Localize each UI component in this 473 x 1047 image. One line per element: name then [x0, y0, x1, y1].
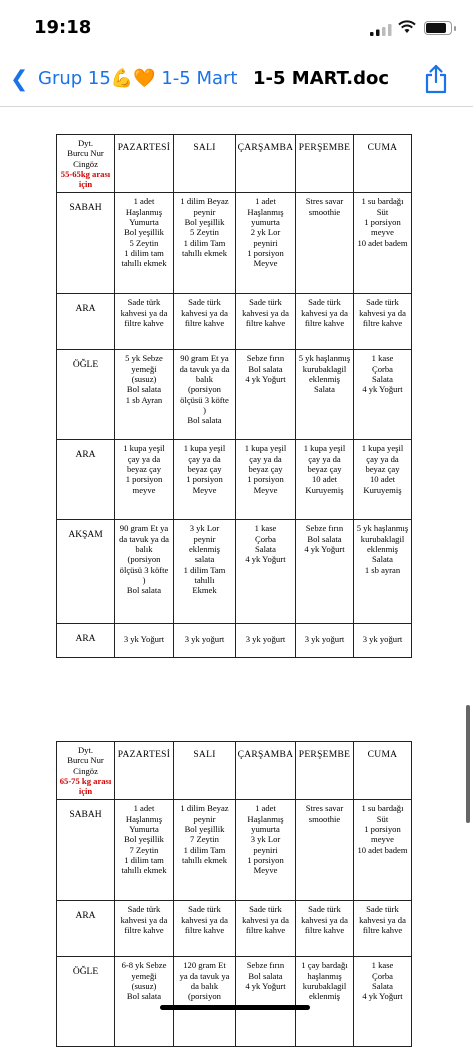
meal-cell: 120 gram Et ya da tavuk ya da balık (porsiyon: [174, 957, 236, 1047]
table-row: [57, 800, 412, 901]
meal-label: ARA: [57, 440, 115, 520]
meal-cell: 5 yk haşlanmış kurubaklagil eklenmiş Salata: [296, 350, 354, 440]
navigation-bar: [0, 54, 473, 107]
meal-cell: Sebze fırın Bol salata 4 yk Yoğurt: [296, 520, 354, 624]
cellular-signal-icon: [370, 24, 392, 36]
weight-range-label: 65-75 kg arası için: [59, 775, 112, 797]
scrollbar[interactable]: [466, 705, 470, 823]
meal-cell: 5 yk haşlanmış kurubaklagil eklenmiş Salata 1 sb ayran: [354, 520, 412, 624]
meal-cell: 3 yk Yoğurt: [115, 624, 174, 658]
meal-label: ARA: [57, 624, 115, 658]
home-indicator[interactable]: [160, 1005, 310, 1010]
diet-table-55-65: [56, 134, 412, 658]
meal-cell: 1 su bardağı Süt 1 porsiyon meyve 10 adet badem: [354, 800, 412, 901]
meal-cell: Sade türk kahvesi ya da filtre kahve: [296, 294, 354, 350]
day-header: SALI: [174, 742, 236, 800]
meal-cell: 3 yk yoğurt: [236, 624, 296, 658]
meal-cell: 1 çay bardağı haşlanmış kurubaklagil eklenmiş: [296, 957, 354, 1047]
meal-cell: 1 dilim Beyaz peynir Bol yeşillik 7 Zeytin 1 dilim Tam tahıllı ekmek: [174, 800, 236, 901]
status-bar: [0, 0, 473, 54]
day-header: PAZARTESİ: [115, 742, 174, 800]
meal-label: SABAH: [57, 800, 115, 901]
meal-cell: 1 adet Haşlanmış yumurta 2 yk Lor peyniri 1 porsiyon Meyve: [236, 193, 296, 294]
document-viewer[interactable]: [0, 107, 473, 1024]
meal-cell: 1 su bardağı Süt 1 porsiyon meyve 10 adet badem: [354, 193, 412, 294]
chevron-left-icon[interactable]: ❮: [10, 66, 29, 91]
day-header: PERŞEMBE: [296, 135, 354, 193]
day-header: PAZARTESİ: [115, 135, 174, 193]
meal-cell: Sebze fırın Bol salata 4 yk Yoğurt: [236, 350, 296, 440]
meal-cell: 6-8 yk Sebze yemeği (susuz) Bol salata: [115, 957, 174, 1047]
meal-cell: 1 adet Haşlanmış yumurta 3 yk Lor peyniri 1 porsiyon Meyve: [236, 800, 296, 901]
table-row: [57, 520, 412, 624]
day-header: CUMA: [354, 135, 412, 193]
meal-label: ÖĞLE: [57, 350, 115, 440]
meal-label: AKŞAM: [57, 520, 115, 624]
meal-cell: Sade türk kahvesi ya da filtre kahve: [115, 294, 174, 350]
meal-cell: Sade türk kahvesi ya da filtre kahve: [236, 901, 296, 957]
day-header: SALI: [174, 135, 236, 193]
meal-cell: 1 adet Haşlanmış Yumurta Bol yeşillik 7 Zeytin 1 dilim tam tahıllı ekmek: [115, 800, 174, 901]
meal-label: SABAH: [57, 193, 115, 294]
meal-cell: Sade türk kahvesi ya da filtre kahve: [236, 294, 296, 350]
meal-cell: 90 gram Et ya da tavuk ya da balık (porsiyon ölçüsü 3 köfte ) Bol salata: [115, 520, 174, 624]
meal-cell: 1 kase Çorba Salata 4 yk Yoğurt: [354, 350, 412, 440]
table-row: [57, 350, 412, 440]
meal-cell: 3 yk Lor peynir eklenmiş salata 1 dilim Tam tahıllı Ekmek: [174, 520, 236, 624]
meal-cell: Sade türk kahvesi ya da filtre kahve: [296, 901, 354, 957]
meal-cell: 1 adet Haşlanmış Yumurta Bol yeşillik 5 Zeytin 1 dilim tam tahıllı ekmek: [115, 193, 174, 294]
day-header: ÇARŞAMBA: [236, 742, 296, 800]
table-row: [57, 193, 412, 294]
table-corner: Dyt. Burcu Nur Cingöz 55-65kg arası için: [57, 135, 115, 193]
table-corner: Dyt. Burcu Nur Cingöz 65-75 kg arası için: [57, 742, 115, 800]
table-row: [57, 957, 412, 1047]
meal-cell: Sade türk kahvesi ya da filtre kahve: [354, 901, 412, 957]
meal-label: ARA: [57, 901, 115, 957]
meal-cell: Sade türk kahvesi ya da filtre kahve: [115, 901, 174, 957]
day-header: CUMA: [354, 742, 412, 800]
table-row: [57, 294, 412, 350]
meal-cell: 3 yk yoğurt: [354, 624, 412, 658]
meal-cell: 1 kupa yeşil çay ya da beyaz çay 10 adet Kuruyemiş: [354, 440, 412, 520]
weight-range-label: 55-65kg arası için: [60, 168, 111, 190]
meal-cell: 1 kupa yeşil çay ya da beyaz çay 1 porsiyon Meyve: [174, 440, 236, 520]
back-button[interactable]: Grup 15💪🧡 1-5 Mart: [38, 68, 238, 89]
meal-cell: 1 kase Çorba Salata 4 yk Yoğurt: [236, 520, 296, 624]
meal-cell: Sade türk kahvesi ya da filtre kahve: [174, 294, 236, 350]
meal-cell: 1 kupa yeşil çay ya da beyaz çay 1 porsiyon Meyve: [236, 440, 296, 520]
meal-cell: 3 yk yoğurt: [174, 624, 236, 658]
meal-cell: 1 dilim Beyaz peynir Bol yeşillik 5 Zeytin 1 dilim Tam tahıllı ekmek: [174, 193, 236, 294]
meal-cell: 1 kupa yeşil çay ya da beyaz çay 1 porsiyon meyve: [115, 440, 174, 520]
day-header: ÇARŞAMBA: [236, 135, 296, 193]
meal-cell: 3 yk yoğurt: [296, 624, 354, 658]
day-header: PERŞEMBE: [296, 742, 354, 800]
meal-cell: Sebze fırın Bol salata 4 yk Yoğurt: [236, 957, 296, 1047]
wifi-icon: [398, 20, 416, 34]
meal-cell: Sade türk kahvesi ya da filtre kahve: [354, 294, 412, 350]
meal-cell: Sade türk kahvesi ya da filtre kahve: [174, 901, 236, 957]
battery-icon: [424, 21, 452, 35]
meal-cell: Stres savar smoothie: [296, 193, 354, 294]
status-time: 19:18: [34, 17, 92, 38]
diet-table-65-75: [56, 741, 412, 1047]
table-row: [57, 901, 412, 957]
share-icon[interactable]: [424, 64, 448, 94]
meal-cell: 1 kase Çorba Salata 4 yk Yoğurt: [354, 957, 412, 1047]
document-title: 1-5 MART.doc: [253, 68, 389, 89]
meal-cell: Stres savar smoothie: [296, 800, 354, 901]
meal-cell: 90 gram Et ya da tavuk ya da balık (porsiyon ölçüsü 3 köfte ) Bol salata: [174, 350, 236, 440]
table-row: [57, 624, 412, 658]
table-row: [57, 440, 412, 520]
meal-label: ÖĞLE: [57, 957, 115, 1047]
meal-cell: 5 yk Sebze yemeği (susuz) Bol salata 1 sb Ayran: [115, 350, 174, 440]
meal-cell: 1 kupa yeşil çay ya da beyaz çay 10 adet Kuruyemiş: [296, 440, 354, 520]
meal-label: ARA: [57, 294, 115, 350]
